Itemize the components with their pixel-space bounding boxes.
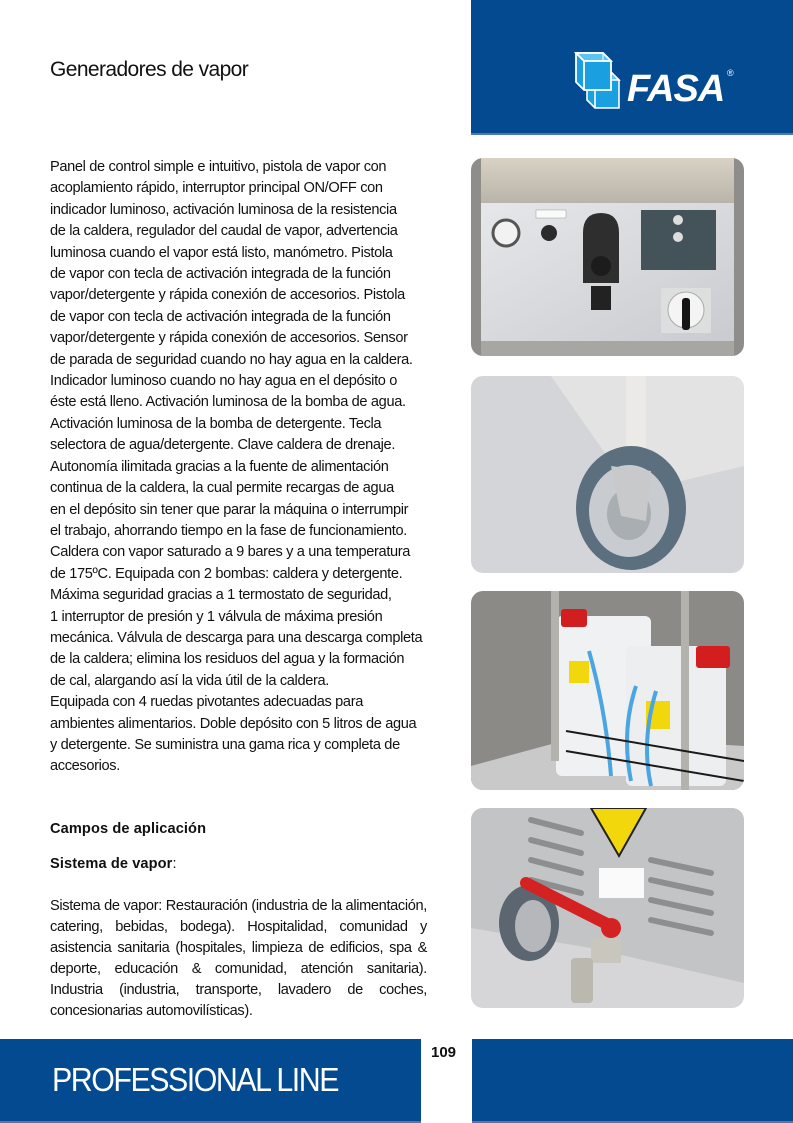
description-line: Indicador luminoso cuando no hay agua en el depósito o <box>50 373 398 390</box>
description-line: de cal, alargando así la vida útil de la caldera. <box>50 672 329 689</box>
description-line: continua de la caldera, la cual permite recargas de agua <box>50 480 394 497</box>
tanks-image <box>471 591 744 790</box>
photo-drain-valve <box>471 808 744 1008</box>
photo-control-panel <box>471 158 744 356</box>
photo-water-detergent-tanks <box>471 591 744 790</box>
description-line: éste está lleno. Activación luminosa de la bomba de agua. <box>50 394 406 411</box>
description-line: Panel de control simple e intuitivo, pistola de vapor con <box>50 159 387 175</box>
description-line: Autonomía ilimitada gracias a la fuente de alimentación <box>50 458 389 475</box>
photo-caster-wheel <box>471 376 744 573</box>
stacked-boxes-icon <box>573 50 633 112</box>
control-panel-image <box>471 158 744 356</box>
description-line: Máxima seguridad gracias a 1 termostato de seguridad, <box>50 587 392 604</box>
description-line: de 175ºC. Equipada con 2 bombas: caldera y detergente. <box>50 565 403 582</box>
steam-system-label: Sistema de vapor <box>50 856 173 872</box>
description-line: de vapor con tecla de activación integrada de la función <box>50 308 391 325</box>
page-number: 109 <box>431 1044 457 1061</box>
registered-mark: ® <box>727 68 734 78</box>
page-title: Generadores de vapor <box>50 58 249 81</box>
description-line: acoplamiento rápido, interruptor principal ON/OFF con <box>50 180 383 197</box>
description-line: vapor/detergente y rápida conexión de accesorios. Sensor <box>50 330 408 347</box>
description-line: el trabajo, ahorrando tiempo en la fase de funcionamiento. <box>50 522 407 539</box>
brand-header-block <box>471 0 793 135</box>
description-line: de vapor con tecla de activación integrada de la función <box>50 266 391 283</box>
product-description <box>50 157 423 778</box>
applications-text: Sistema de vapor: Restauración (industria de la alimentación, catering, bebidas, bodega). Hospitalidad, comunidad y asistencia sanitaria (hospitales, limpieza de edificios, spa & deporte, educación & comunidad, atención sanitaria). Industria (industria, transporte, lavadero de coches, concesionarias automovilísticas). <box>50 898 427 1019</box>
applications-heading: Campos de aplicación <box>50 821 207 837</box>
description-line: mecánica. Válvula de descarga para una descarga completa <box>50 629 423 646</box>
fasa-logo <box>573 50 743 112</box>
description-line: de la caldera; elimina los residuos del agua y la formación <box>50 651 405 668</box>
description-line: indicador luminoso, activación luminosa de la resistencia <box>50 201 397 218</box>
steam-system-subheading <box>50 856 177 872</box>
description-line: 1 interruptor de presión y 1 válvula de máxima presión <box>50 608 383 625</box>
product-line-label: PROFESSIONAL LINE <box>52 1061 338 1098</box>
description-line: y detergente. Se suministra una gama rica y completa de <box>50 736 400 753</box>
description-line: Activación luminosa de la bomba de detergente. Tecla <box>50 415 382 432</box>
footer-band-left <box>0 1039 421 1123</box>
footer-band-right <box>472 1039 793 1123</box>
description-line: selectora de agua/detergente. Clave caldera de drenaje. <box>50 437 396 454</box>
subheading-colon: : <box>172 856 177 872</box>
description-line: Caldera con vapor saturado a 9 bares y a una temperatura <box>50 544 411 561</box>
caster-wheel-image <box>471 376 744 573</box>
description-line: luminosa cuando el vapor está listo, manómetro. Pistola <box>50 244 393 261</box>
description-line: Equipada con 4 ruedas pivotantes adecuadas para <box>50 694 363 711</box>
description-line: ambientes alimentarios. Doble depósito con 5 litros de agua <box>50 715 417 732</box>
drain-valve-image <box>471 808 744 1008</box>
description-line: de parada de seguridad cuando no hay agua en la caldera. <box>50 351 413 368</box>
brand-name: FASA <box>627 68 725 110</box>
description-line: de la caldera, regulador del caudal de vapor, advertencia <box>50 223 398 240</box>
description-line: vapor/detergente y rápida conexión de accesorios. Pistola <box>50 287 405 304</box>
description-line: en el depósito sin tener que parar la máquina o interrumpir <box>50 501 409 518</box>
description-line: accesorios. <box>50 758 120 775</box>
